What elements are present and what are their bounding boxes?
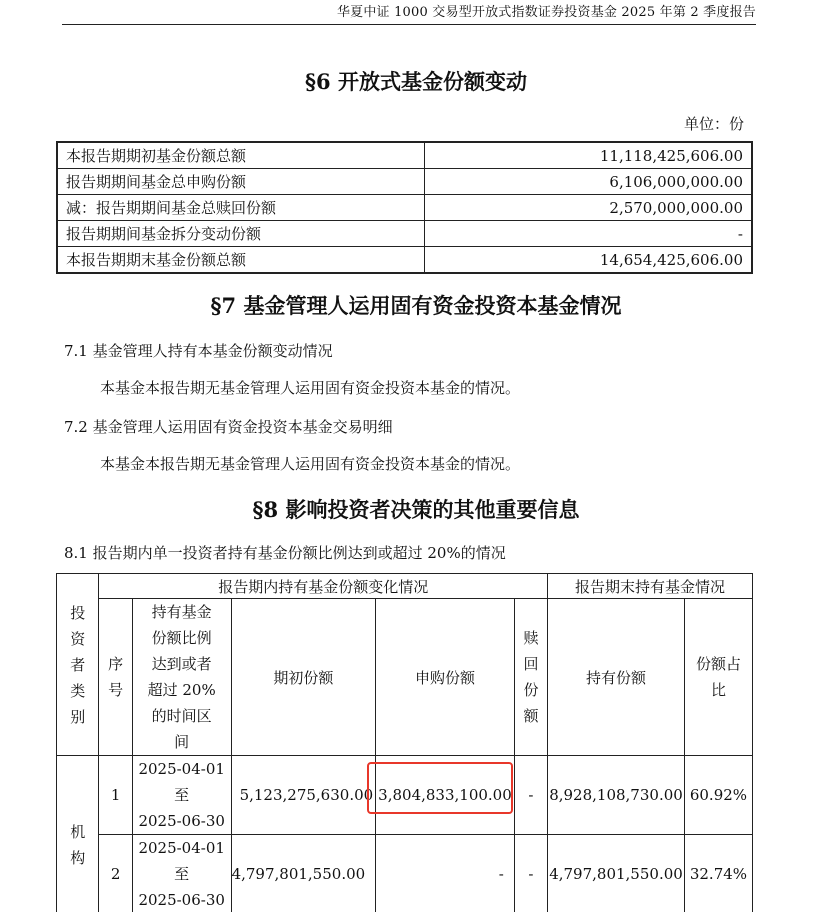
redeem-cell: - — [514, 756, 547, 835]
ratio-cell: 32.74% — [684, 835, 752, 912]
investor-type-cell: 机 构 — [57, 756, 99, 912]
group-header-period-change: 报告期内持有基金份额变化情况 — [99, 574, 548, 599]
row-value: 6,106,000,000.00 — [425, 169, 753, 195]
holding-cell: 8,928,108,730.00 — [548, 756, 685, 835]
holding-shares-header: 持有份额 — [548, 599, 685, 756]
share-change-table — [56, 141, 753, 274]
table-row — [57, 835, 753, 912]
section7-title: §7 基金管理人运用固有资金投资本基金情况 — [210, 293, 622, 318]
purchase-cell: 3,804,833,100.00 — [376, 756, 515, 835]
section6-title: §6 开放式基金份额变动 — [305, 69, 527, 94]
subsection-7-1-title: 7.1 基金管理人持有本基金份额变动情况 — [64, 342, 333, 360]
table-row — [57, 221, 752, 247]
period-header: 持有基金 份额比例 达到或者 超过 20% 的时间区 间 — [132, 599, 231, 756]
table-header-row — [57, 599, 753, 756]
purchase-shares-header: 申购份额 — [376, 599, 515, 756]
period-cell: 2025-04-01 至 2025-06-30 — [132, 835, 231, 912]
row-value: 2,570,000,000.00 — [425, 195, 753, 221]
ratio-cell: 60.92% — [684, 756, 752, 835]
row-label: 减：报告期期间基金总赎回份额 — [57, 195, 425, 221]
investor-type-header: 投 资 者 类 别 — [57, 574, 99, 756]
purchase-cell: - — [376, 835, 515, 912]
table-row — [57, 169, 752, 195]
unit-label: 单位：份 — [683, 115, 744, 133]
section8-title: §8 影响投资者决策的其他重要信息 — [252, 497, 580, 522]
opening-cell: 5,123,275,630.00 — [231, 756, 376, 835]
subsection-7-2-text: 本基金本报告期无基金管理人运用固有资金投资本基金的情况。 — [100, 455, 521, 473]
opening-cell: 4,797,801,550.00 — [231, 835, 376, 912]
ratio-header: 份额占 比 — [684, 599, 752, 756]
row-label: 报告期期间基金拆分变动份额 — [57, 221, 425, 247]
subsection-8-1-title: 8.1 报告期内单一投资者持有基金份额比例达到或超过 20%的情况 — [64, 544, 506, 562]
seq-cell: 1 — [99, 756, 132, 835]
table-row — [57, 142, 752, 169]
investor-holding-table — [56, 573, 753, 912]
table-row — [57, 247, 752, 274]
opening-shares-header: 期初份额 — [231, 599, 376, 756]
period-cell: 2025-04-01 至 2025-06-30 — [132, 756, 231, 835]
holding-cell: 4,797,801,550.00 — [548, 835, 685, 912]
redeem-cell: - — [514, 835, 547, 912]
subsection-7-2-title: 7.2 基金管理人运用固有资金投资本基金交易明细 — [64, 418, 393, 436]
row-label: 本报告期期末基金份额总额 — [57, 247, 425, 274]
redeem-shares-header: 赎 回 份 额 — [514, 599, 547, 756]
row-value: 11,118,425,606.00 — [425, 142, 753, 169]
row-value: - — [425, 221, 753, 247]
table-row — [57, 756, 753, 835]
row-label: 本报告期期初基金份额总额 — [57, 142, 425, 169]
row-label: 报告期期间基金总申购份额 — [57, 169, 425, 195]
group-header-period-end: 报告期末持有基金情况 — [548, 574, 753, 599]
row-value: 14,654,425,606.00 — [425, 247, 753, 274]
seq-cell: 2 — [99, 835, 132, 912]
subsection-7-1-text: 本基金本报告期无基金管理人运用固有资金投资本基金的情况。 — [100, 379, 521, 397]
table-header-row — [57, 574, 753, 599]
table-row — [57, 195, 752, 221]
report-header: 华夏中证 1000 交易型开放式指数证券投资基金 2025 年第 2 季度报告 — [62, 2, 756, 25]
seq-header: 序 号 — [99, 599, 132, 756]
